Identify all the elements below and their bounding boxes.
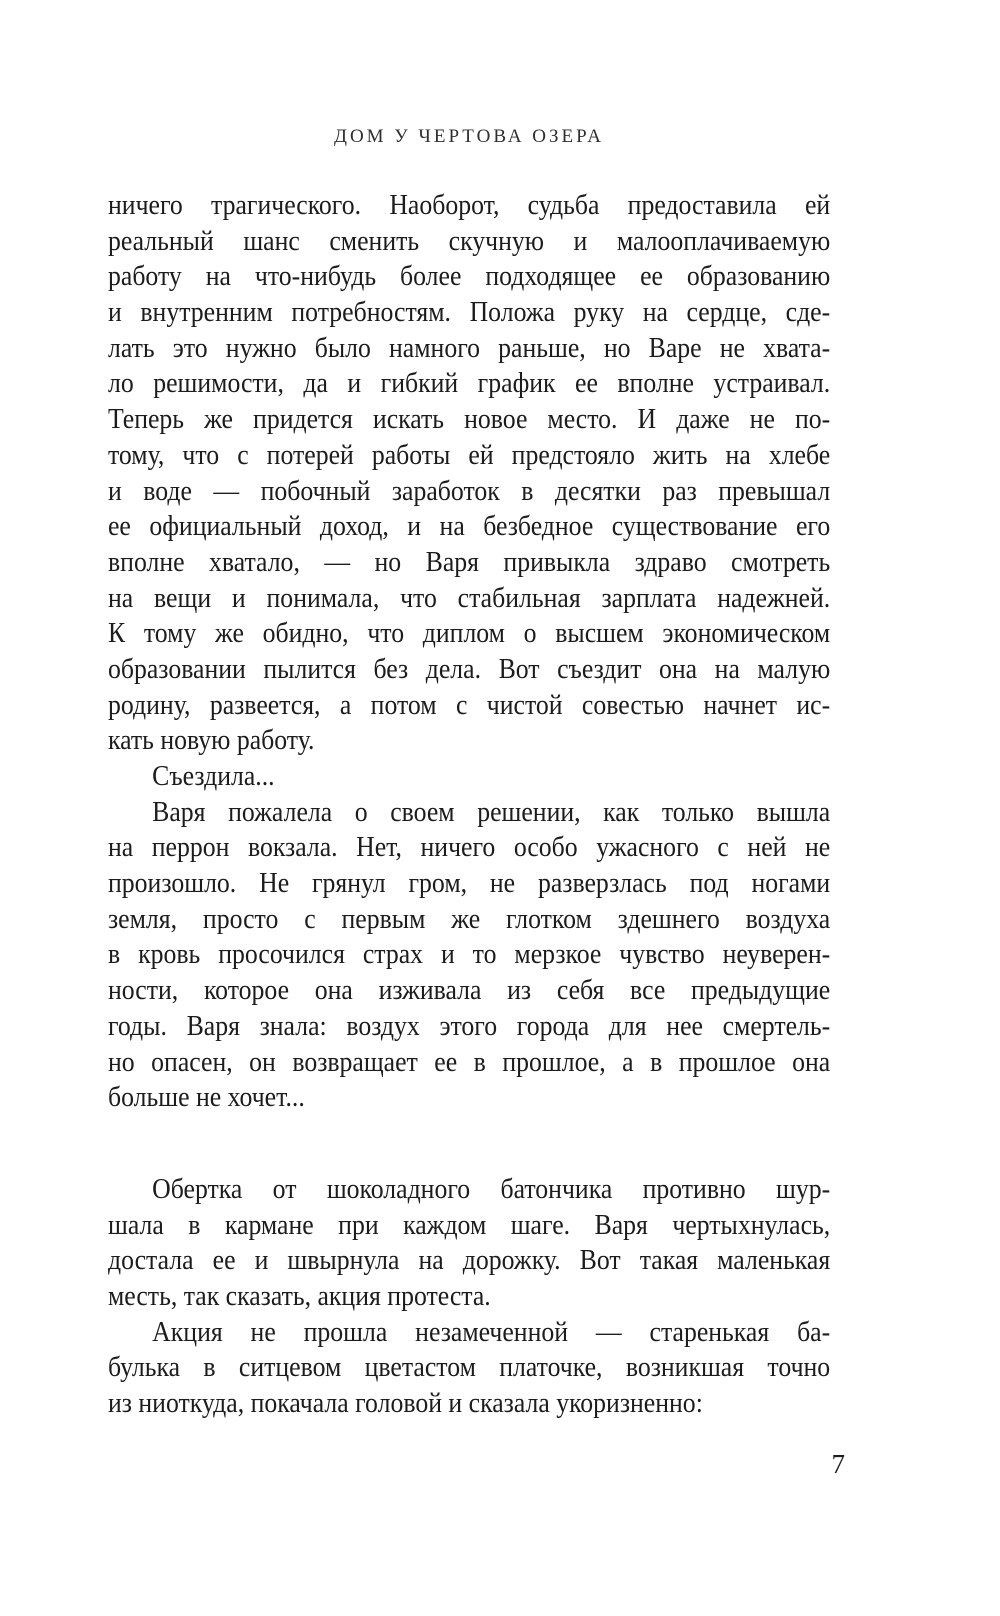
text-line: в кровь просочился страх и то мерзкое чувство неуверен-	[108, 939, 831, 971]
text-column	[108, 188, 830, 1422]
text-line: но опасен, он возвращает ее в прошлое, а в прошлое она	[108, 1046, 831, 1078]
text-line: булька в ситцевом цветастом платочке, возникшая точно	[108, 1352, 831, 1384]
section-break	[108, 1116, 830, 1172]
text-line: шала в кармане при каждом шаге. Варя чертыхнулась,	[108, 1209, 831, 1241]
text-line: вполне хватало, — но Варя привыкла здраво смотреть	[108, 546, 831, 578]
text-line: образовании пылится без дела. Вот съездит она на малую	[108, 653, 831, 685]
text-line: произошло. Не грянул гром, не разверзлась под ногами	[108, 868, 831, 900]
text-line: больше не хочет...	[108, 1082, 305, 1114]
text-line: реальный шанс сменить скучную и малооплачиваемую	[108, 225, 831, 257]
text-line: и внутренним потребностям. Положа руку на сердце, сде-	[108, 297, 831, 329]
running-header: ДОМ У ЧЕРТОВА ОЗЕРА	[333, 126, 604, 147]
text-line: месть, так сказать, акция протеста.	[108, 1280, 491, 1312]
text-line: Обертка от шоколадного батончика противно шур-	[152, 1173, 831, 1205]
text-line: ности, которое она изживала из себя все предыдущие	[108, 975, 831, 1007]
text-line: тому, что с потерей работы ей предстояло жить на хлебе	[108, 439, 831, 471]
text-line: Акция не прошла незамеченной — старенькая ба-	[152, 1316, 831, 1348]
text-line: Съездила...	[152, 761, 275, 792]
text-line: ло решимости, да и гибкий график ее вполне устраивал.	[108, 368, 831, 400]
text-line: лать это нужно было намного раньше, но Варе не хвата-	[108, 332, 831, 364]
text-line: и воде — побочный заработок в десятки раз превышал	[108, 475, 831, 507]
text-line: земля, просто с первым же глотком здешнего воздуха	[108, 903, 831, 935]
page-number: 7	[831, 1449, 845, 1479]
text-line: из ниоткуда, покачала головой и сказала укоризненно:	[108, 1388, 703, 1419]
text-line: работу на что-нибудь более подходящее ее образованию	[108, 261, 831, 293]
text-line: К тому же обидно, что диплом о высшем экономическом	[108, 618, 831, 650]
text-line: годы. Варя знала: воздух этого города для нее смертель-	[108, 1010, 831, 1042]
text-line: Теперь же придется искать новое место. И даже не по-	[108, 404, 831, 436]
text-line: кать новую работу.	[108, 725, 315, 757]
text-line: достала ее и швырнула на дорожку. Вот такая маленькая	[108, 1245, 831, 1277]
text-line: на перрон вокзала. Нет, ничего особо ужасного с ней не	[108, 832, 831, 864]
text-line: родину, развеется, а потом с чистой совестью начнет ис-	[108, 689, 831, 721]
text-line: ничего трагического. Наоборот, судьба предоставила ей	[108, 190, 831, 221]
text-line: на вещи и понимала, что стабильная зарплата надежней.	[108, 582, 831, 614]
text-line: ее официальный доход, и на безбедное существование его	[108, 511, 831, 543]
text-line: Варя пожалела о своем решении, как только вышла	[152, 796, 831, 828]
